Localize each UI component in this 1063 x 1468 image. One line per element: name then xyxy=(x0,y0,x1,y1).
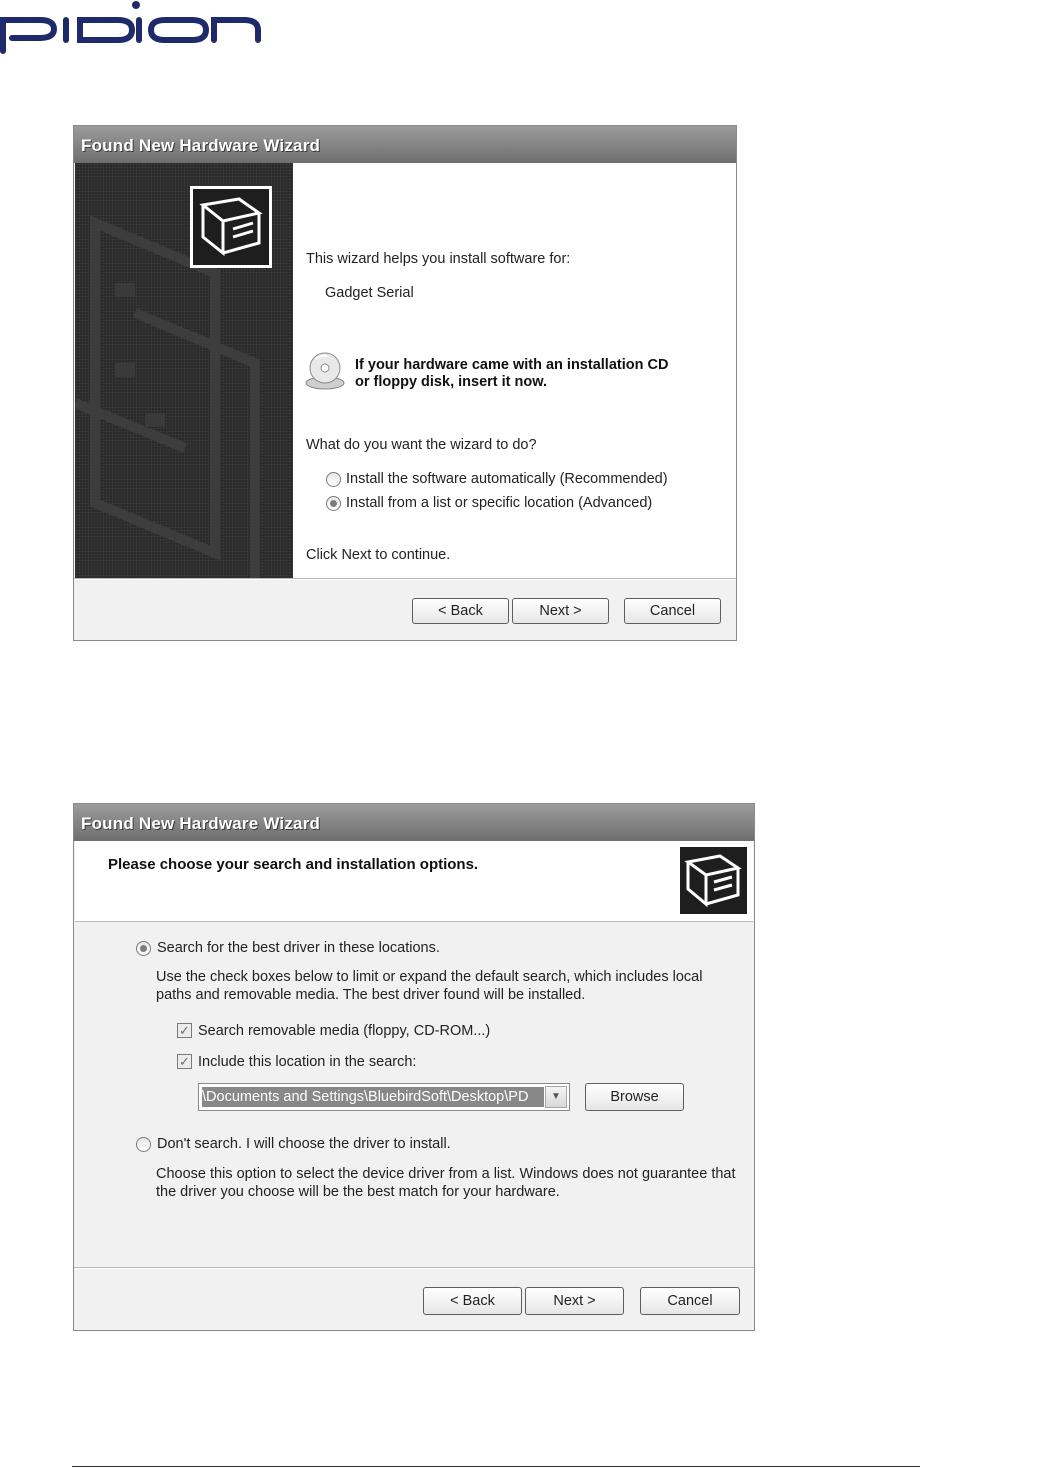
found-new-hardware-wizard-dialog-2 xyxy=(73,803,755,1331)
radio-dont-search[interactable] xyxy=(136,1137,151,1152)
footer-separator xyxy=(74,1267,754,1269)
next-button[interactable]: Next > xyxy=(512,598,609,624)
radio-install-automatically[interactable] xyxy=(326,472,341,487)
cd-icon xyxy=(305,350,349,394)
cd-notice-line1: If your hardware came with an installation CD xyxy=(355,357,669,373)
cd-notice-line2: or floppy disk, insert it now. xyxy=(355,374,548,390)
hardware-icon xyxy=(680,847,747,914)
search-description-line2: paths and removable media. The best driver found will be installed. xyxy=(156,987,586,1003)
dont-search-description-line2: the driver you choose will be the best match for your hardware. xyxy=(156,1184,560,1200)
wizard-header xyxy=(75,841,753,922)
hardware-icon xyxy=(190,186,272,268)
page-footer-rule xyxy=(72,1466,920,1467)
chevron-down-icon[interactable]: ▼ xyxy=(545,1086,567,1108)
wizard-side-banner xyxy=(75,163,293,578)
intro-text: This wizard helps you install software for: xyxy=(306,251,571,267)
checkbox-include-location-label[interactable]: Include this location in the search: xyxy=(198,1054,417,1070)
dialog-title: Found New Hardware Wizard xyxy=(74,804,754,841)
dialog-title: Found New Hardware Wizard xyxy=(74,126,736,163)
continue-note: Click Next to continue. xyxy=(306,547,451,563)
radio-install-from-list[interactable] xyxy=(326,496,341,511)
radio-search-best-driver[interactable] xyxy=(136,941,151,956)
browse-button[interactable]: Browse xyxy=(585,1083,684,1111)
cancel-button[interactable]: Cancel xyxy=(624,598,721,624)
found-new-hardware-wizard-dialog-1 xyxy=(73,125,737,641)
radio-dont-search-label[interactable]: Don't search. I will choose the driver to install. xyxy=(157,1136,451,1152)
checkbox-include-location[interactable]: ✓ xyxy=(177,1054,192,1069)
radio-search-best-driver-label[interactable]: Search for the best driver in these locations. xyxy=(157,940,440,956)
page-heading: Please choose your search and installation options. xyxy=(108,856,479,873)
location-path-combobox[interactable] xyxy=(198,1083,570,1111)
question-text: What do you want the wizard to do? xyxy=(306,437,537,453)
location-path-value[interactable]: \Documents and Settings\BluebirdSoft\Desktop\PD xyxy=(202,1087,544,1107)
search-description-line1: Use the check boxes below to limit or expand the default search, which includes local xyxy=(156,969,703,985)
footer-separator xyxy=(74,578,736,580)
dont-search-description-line1: Choose this option to select the device driver from a list. Windows does not guarantee that xyxy=(156,1166,736,1182)
back-button[interactable]: < Back xyxy=(423,1287,522,1315)
back-button[interactable]: < Back xyxy=(412,598,509,624)
device-name: Gadget Serial xyxy=(325,285,414,301)
next-button[interactable]: Next > xyxy=(525,1287,624,1315)
cancel-button[interactable]: Cancel xyxy=(640,1287,740,1315)
radio-install-from-list-label[interactable]: Install from a list or specific location (Advanced) xyxy=(346,495,653,511)
radio-install-automatically-label[interactable]: Install the software automatically (Recommended) xyxy=(346,471,668,487)
wizard-content xyxy=(293,163,736,578)
checkbox-search-removable-media[interactable]: ✓ xyxy=(177,1023,192,1038)
checkbox-search-removable-media-label[interactable]: Search removable media (floppy, CD-ROM...) xyxy=(198,1023,491,1039)
pidion-logo xyxy=(0,0,270,60)
